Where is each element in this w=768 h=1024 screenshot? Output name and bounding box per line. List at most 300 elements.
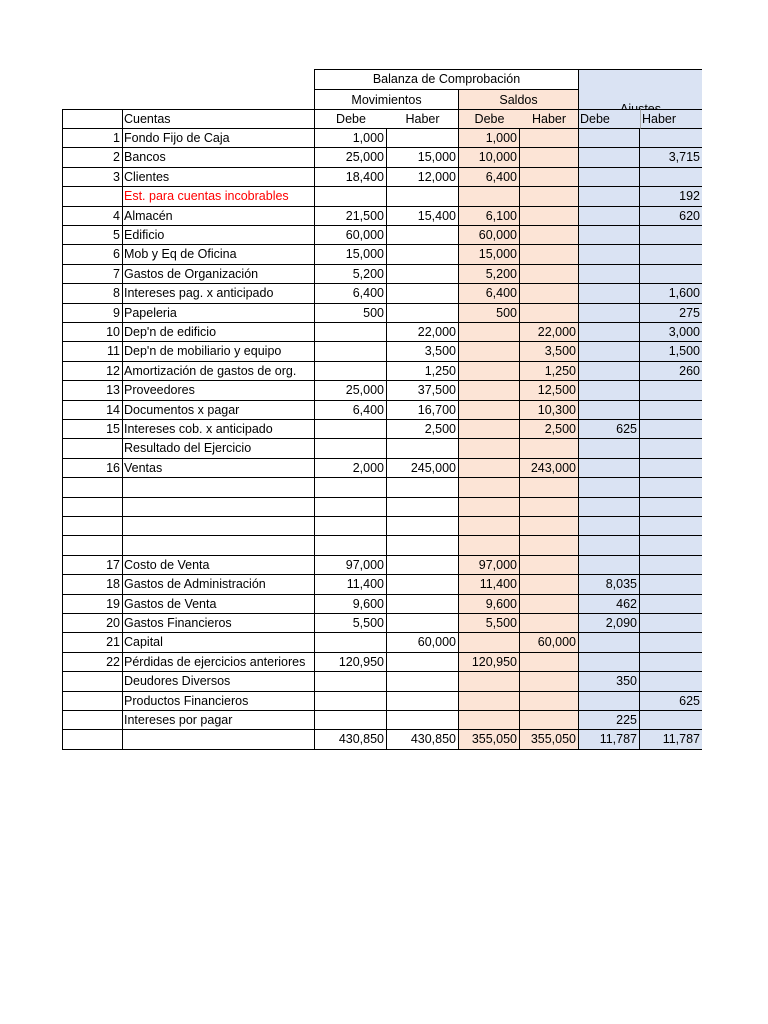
sal-haber-cell[interactable] (520, 129, 579, 148)
aj-debe-cell[interactable] (579, 265, 640, 284)
aj-debe-cell[interactable] (579, 381, 640, 400)
mov-haber-cell[interactable] (387, 536, 459, 555)
sal-haber-cell[interactable] (520, 556, 579, 575)
sal-haber-cell[interactable] (520, 439, 579, 458)
sal-haber-cell[interactable] (520, 498, 579, 517)
account-name-cell[interactable]: Clientes (123, 168, 314, 187)
table-row (62, 517, 702, 536)
sal-haber-cell[interactable] (520, 536, 579, 555)
aj-debe-cell[interactable] (579, 536, 640, 555)
aj-haber-header[interactable]: Haber (640, 109, 702, 129)
account-name-cell[interactable]: Proveedores (123, 381, 314, 400)
aj-debe-cell[interactable] (579, 556, 640, 575)
aj-haber-cell[interactable] (640, 536, 702, 555)
aj-haber-cell[interactable]: 3,715 (640, 148, 702, 167)
aj-debe-cell[interactable] (579, 362, 640, 381)
account-name-cell[interactable] (123, 478, 314, 497)
row-number-cell[interactable]: 10 (62, 323, 123, 342)
mov-haber-cell[interactable] (387, 692, 459, 711)
sal-debe-cell[interactable]: 1,000 (459, 129, 520, 148)
aj-haber-cell[interactable] (640, 653, 702, 672)
aj-debe-cell[interactable] (579, 148, 640, 167)
header-row-groups (62, 89, 702, 109)
mov-debe-cell[interactable]: 6,400 (314, 284, 387, 303)
sal-debe-cell[interactable]: 500 (459, 304, 520, 323)
sal-debe-cell[interactable]: 10,000 (459, 148, 520, 167)
mov-debe-cell[interactable] (314, 420, 387, 439)
mov-haber-cell[interactable] (387, 498, 459, 517)
cuentas-header[interactable]: Cuentas (123, 109, 314, 129)
mov-haber-cell[interactable] (387, 187, 459, 206)
table-row (62, 536, 702, 555)
account-name-cell[interactable]: Dep'n de edificio (123, 323, 314, 342)
mov-debe-cell[interactable] (314, 362, 387, 381)
header-row-title (62, 69, 702, 89)
aj-haber-cell[interactable] (640, 711, 702, 730)
sal-debe-cell[interactable] (459, 692, 520, 711)
table-row (62, 478, 702, 497)
mov-debe-cell[interactable]: 500 (314, 304, 387, 323)
table-row (62, 420, 702, 439)
table-row (62, 653, 702, 672)
mov-debe-cell[interactable]: 25,000 (314, 381, 387, 400)
aj-debe-cell[interactable]: 225 (579, 711, 640, 730)
account-name-cell[interactable]: Intereses por pagar (123, 711, 314, 730)
sal-haber-cell[interactable]: 60,000 (520, 633, 579, 652)
sal-haber-cell[interactable] (520, 148, 579, 167)
row-number-cell[interactable]: 6 (62, 245, 123, 264)
table-row (62, 245, 702, 264)
sal-debe-cell[interactable]: 120,950 (459, 653, 520, 672)
table-row (62, 556, 702, 575)
header-row-columns (62, 109, 702, 129)
row-number-cell[interactable]: 19 (62, 595, 123, 614)
sal-haber-cell[interactable] (520, 187, 579, 206)
row-number-cell[interactable]: 8 (62, 284, 123, 303)
mov-haber-cell[interactable]: 15,400 (387, 207, 459, 226)
mov-debe-cell[interactable] (314, 439, 387, 458)
row-number-cell[interactable] (62, 672, 123, 691)
mov-haber-cell[interactable] (387, 129, 459, 148)
account-name-cell[interactable]: Costo de Venta (123, 556, 314, 575)
table-row (62, 595, 702, 614)
sal-debe-cell[interactable] (459, 342, 520, 361)
sal-haber-cell[interactable] (520, 692, 579, 711)
row-number-cell[interactable]: 5 (62, 226, 123, 245)
aj-debe-cell[interactable] (579, 459, 640, 478)
aj-haber-cell[interactable] (640, 381, 702, 400)
table-row (62, 439, 702, 458)
table-row (62, 129, 702, 148)
account-name-cell[interactable]: Gastos de Venta (123, 595, 314, 614)
account-name-cell[interactable]: Capital (123, 633, 314, 652)
movimientos-header[interactable]: Movimientos (314, 89, 459, 109)
mov-haber-cell[interactable] (387, 517, 459, 536)
row-number-cell[interactable]: 21 (62, 633, 123, 652)
aj-haber-cell[interactable] (640, 420, 702, 439)
mov-debe-cell[interactable] (314, 692, 387, 711)
row-number-cell[interactable]: 2 (62, 148, 123, 167)
mov-haber-cell[interactable]: 1,250 (387, 362, 459, 381)
sal-debe-cell[interactable]: 6,400 (459, 284, 520, 303)
sal-haber-cell[interactable] (520, 304, 579, 323)
aj-debe-cell[interactable] (579, 401, 640, 420)
mov-debe-cell[interactable] (314, 672, 387, 691)
aj-debe-cell[interactable] (579, 323, 640, 342)
table-row (62, 575, 702, 594)
aj-debe-cell[interactable] (579, 517, 640, 536)
table-row (62, 633, 702, 652)
row-number-cell[interactable] (62, 536, 123, 555)
row-number-cell[interactable] (62, 692, 123, 711)
row-number-cell[interactable]: 20 (62, 614, 123, 633)
mov-debe-header[interactable]: Debe (314, 109, 387, 129)
table-row (62, 381, 702, 400)
sal-debe-cell[interactable] (459, 187, 520, 206)
mov-debe-cell[interactable] (314, 187, 387, 206)
account-name-cell[interactable]: Mob y Eq de Oficina (123, 245, 314, 264)
account-name-cell[interactable] (123, 536, 314, 555)
mov-haber-cell[interactable]: 245,000 (387, 459, 459, 478)
aj-haber-cell[interactable]: 1,500 (640, 342, 702, 361)
sal-haber-header[interactable]: Haber (520, 109, 579, 129)
total-aj-haber-cell[interactable]: 11,787 (640, 730, 702, 749)
total-mov-debe-cell[interactable]: 430,850 (314, 730, 387, 749)
row-number-cell[interactable] (62, 517, 123, 536)
mov-haber-cell[interactable] (387, 304, 459, 323)
sal-debe-cell[interactable] (459, 323, 520, 342)
aj-haber-cell[interactable]: 1,600 (640, 284, 702, 303)
sal-debe-cell[interactable]: 11,400 (459, 575, 520, 594)
sal-debe-cell[interactable] (459, 439, 520, 458)
aj-haber-cell[interactable] (640, 556, 702, 575)
aj-haber-cell[interactable] (640, 614, 702, 633)
sal-debe-cell[interactable]: 6,100 (459, 207, 520, 226)
sal-haber-cell[interactable] (520, 207, 579, 226)
title-cell[interactable]: Balanza de Comprobación (314, 69, 579, 89)
table-row (62, 207, 702, 226)
sal-haber-cell[interactable] (520, 226, 579, 245)
mov-debe-cell[interactable] (314, 342, 387, 361)
sal-debe-cell[interactable] (459, 517, 520, 536)
account-name-cell[interactable]: Edificio (123, 226, 314, 245)
mov-haber-cell[interactable] (387, 284, 459, 303)
account-name-cell[interactable]: Ventas (123, 459, 314, 478)
account-name-cell[interactable]: Papeleria (123, 304, 314, 323)
sal-debe-cell[interactable] (459, 420, 520, 439)
account-name-cell[interactable] (123, 498, 314, 517)
aj-debe-cell[interactable] (579, 226, 640, 245)
mov-haber-cell[interactable] (387, 653, 459, 672)
aj-haber-cell[interactable] (640, 168, 702, 187)
row-number-cell[interactable]: 7 (62, 265, 123, 284)
mov-haber-header[interactable]: Haber (387, 109, 459, 129)
aj-debe-cell[interactable]: 462 (579, 595, 640, 614)
mov-debe-cell[interactable]: 97,000 (314, 556, 387, 575)
total-row-number-cell[interactable] (62, 730, 123, 749)
aj-haber-cell[interactable] (640, 401, 702, 420)
mov-debe-cell[interactable] (314, 536, 387, 555)
row-number-cell[interactable]: 4 (62, 207, 123, 226)
sal-debe-cell[interactable]: 60,000 (459, 226, 520, 245)
mov-debe-cell[interactable]: 21,500 (314, 207, 387, 226)
table-row (62, 459, 702, 478)
table-row (62, 187, 702, 206)
row-number-cell[interactable] (62, 498, 123, 517)
mov-haber-cell[interactable] (387, 575, 459, 594)
aj-debe-cell[interactable] (579, 207, 640, 226)
sal-haber-cell[interactable]: 243,000 (520, 459, 579, 478)
sal-haber-cell[interactable] (520, 517, 579, 536)
row-number-cell[interactable]: 3 (62, 168, 123, 187)
aj-debe-cell[interactable] (579, 478, 640, 497)
mov-debe-cell[interactable] (314, 498, 387, 517)
aj-haber-cell[interactable] (640, 439, 702, 458)
sal-debe-cell[interactable] (459, 536, 520, 555)
aj-haber-cell[interactable] (640, 672, 702, 691)
aj-debe-cell[interactable] (579, 692, 640, 711)
sal-haber-cell[interactable] (520, 245, 579, 264)
sal-haber-cell[interactable] (520, 711, 579, 730)
sal-haber-cell[interactable] (520, 653, 579, 672)
aj-haber-cell[interactable] (640, 459, 702, 478)
aj-haber-cell[interactable]: 620 (640, 207, 702, 226)
sal-debe-cell[interactable]: 6,400 (459, 168, 520, 187)
account-name-cell[interactable]: Amortización de gastos de org. (123, 362, 314, 381)
aj-haber-cell[interactable]: 625 (640, 692, 702, 711)
aj-haber-cell[interactable]: 260 (640, 362, 702, 381)
mov-debe-cell[interactable]: 1,000 (314, 129, 387, 148)
table-row (62, 711, 702, 730)
aj-debe-cell[interactable] (579, 168, 640, 187)
sal-debe-cell[interactable] (459, 478, 520, 497)
sal-haber-cell[interactable]: 1,250 (520, 362, 579, 381)
mov-debe-cell[interactable]: 60,000 (314, 226, 387, 245)
sal-haber-cell[interactable] (520, 168, 579, 187)
account-name-cell[interactable]: Gastos Financieros (123, 614, 314, 633)
row-number-cell[interactable]: 16 (62, 459, 123, 478)
account-name-cell[interactable]: Resultado del Ejercicio (123, 439, 314, 458)
mov-haber-cell[interactable] (387, 478, 459, 497)
mov-haber-cell[interactable]: 2,500 (387, 420, 459, 439)
mov-haber-cell[interactable]: 3,500 (387, 342, 459, 361)
sal-debe-cell[interactable] (459, 498, 520, 517)
row-number-cell[interactable]: 14 (62, 401, 123, 420)
row-number-cell[interactable]: 18 (62, 575, 123, 594)
mov-debe-cell[interactable]: 5,200 (314, 265, 387, 284)
aj-haber-cell[interactable] (640, 478, 702, 497)
ajustes-top-cell[interactable] (579, 69, 702, 89)
mov-debe-cell[interactable] (314, 478, 387, 497)
aj-haber-cell[interactable] (640, 245, 702, 264)
mov-haber-cell[interactable] (387, 595, 459, 614)
mov-haber-cell[interactable]: 22,000 (387, 323, 459, 342)
total-sal-haber-cell[interactable]: 355,050 (520, 730, 579, 749)
row-number-cell[interactable]: 13 (62, 381, 123, 400)
table-row (62, 362, 702, 381)
sal-debe-cell[interactable] (459, 711, 520, 730)
account-name-cell[interactable]: Intereses cob. x anticipado (123, 420, 314, 439)
sal-haber-cell[interactable]: 3,500 (520, 342, 579, 361)
table-row (62, 284, 702, 303)
aj-haber-cell[interactable]: 275 (640, 304, 702, 323)
sal-debe-cell[interactable] (459, 362, 520, 381)
aj-haber-cell[interactable] (640, 517, 702, 536)
sal-haber-cell[interactable]: 10,300 (520, 401, 579, 420)
account-name-cell[interactable]: Pérdidas de ejercicios anteriores (123, 653, 314, 672)
mov-debe-cell[interactable]: 9,600 (314, 595, 387, 614)
mov-haber-cell[interactable]: 16,700 (387, 401, 459, 420)
mov-haber-cell[interactable] (387, 439, 459, 458)
sal-debe-header[interactable]: Debe (459, 109, 520, 129)
aj-debe-cell[interactable] (579, 342, 640, 361)
totals-row (62, 730, 702, 749)
aj-debe-cell[interactable] (579, 187, 640, 206)
mov-debe-cell[interactable]: 11,400 (314, 575, 387, 594)
row-number-cell[interactable] (62, 711, 123, 730)
mov-haber-cell[interactable] (387, 672, 459, 691)
sal-debe-cell[interactable]: 97,000 (459, 556, 520, 575)
sal-haber-cell[interactable] (520, 595, 579, 614)
row-number-cell[interactable]: 12 (62, 362, 123, 381)
mov-haber-cell[interactable]: 12,000 (387, 168, 459, 187)
aj-haber-cell[interactable] (640, 575, 702, 594)
table-row (62, 498, 702, 517)
sal-haber-cell[interactable]: 12,500 (520, 381, 579, 400)
account-name-cell[interactable]: Gastos de Administración (123, 575, 314, 594)
total-aj-debe-cell[interactable]: 11,787 (579, 730, 640, 749)
aj-debe-header[interactable]: Debe (579, 109, 640, 129)
sal-debe-cell[interactable]: 5,500 (459, 614, 520, 633)
mov-haber-cell[interactable] (387, 711, 459, 730)
mov-debe-cell[interactable] (314, 711, 387, 730)
aj-haber-cell[interactable] (640, 595, 702, 614)
table-row (62, 401, 702, 420)
aj-haber-cell[interactable]: 3,000 (640, 323, 702, 342)
sal-debe-cell[interactable]: 5,200 (459, 265, 520, 284)
mov-haber-cell[interactable] (387, 614, 459, 633)
saldos-header[interactable]: Saldos (459, 89, 579, 109)
aj-debe-cell[interactable]: 8,035 (579, 575, 640, 594)
row-number-cell[interactable] (62, 478, 123, 497)
sal-debe-cell[interactable] (459, 672, 520, 691)
mov-debe-cell[interactable]: 5,500 (314, 614, 387, 633)
aj-haber-cell[interactable]: 192 (640, 187, 702, 206)
account-name-cell[interactable]: Intereses pag. x anticipado (123, 284, 314, 303)
aj-debe-cell[interactable]: 625 (579, 420, 640, 439)
account-name-cell[interactable]: Documentos x pagar (123, 401, 314, 420)
sal-haber-cell[interactable]: 2,500 (520, 420, 579, 439)
row-number-cell[interactable]: 11 (62, 342, 123, 361)
account-name-cell[interactable]: Deudores Diversos (123, 672, 314, 691)
table-row (62, 148, 702, 167)
aj-debe-cell[interactable] (579, 129, 640, 148)
sal-haber-cell[interactable]: 22,000 (520, 323, 579, 342)
account-name-cell[interactable] (123, 517, 314, 536)
row-number-cell[interactable] (62, 187, 123, 206)
mov-debe-cell[interactable]: 15,000 (314, 245, 387, 264)
aj-debe-cell[interactable] (579, 304, 640, 323)
aj-haber-cell[interactable] (640, 498, 702, 517)
mov-debe-cell[interactable]: 120,950 (314, 653, 387, 672)
mov-debe-cell[interactable]: 6,400 (314, 401, 387, 420)
sal-haber-cell[interactable] (520, 672, 579, 691)
account-name-cell[interactable]: Bancos (123, 148, 314, 167)
account-name-cell[interactable]: Fondo Fijo de Caja (123, 129, 314, 148)
mov-haber-cell[interactable]: 60,000 (387, 633, 459, 652)
mov-haber-cell[interactable]: 37,500 (387, 381, 459, 400)
row-number-cell[interactable]: 9 (62, 304, 123, 323)
aj-haber-cell[interactable] (640, 633, 702, 652)
sal-debe-cell[interactable] (459, 459, 520, 478)
mov-haber-cell[interactable] (387, 265, 459, 284)
row-number-cell[interactable] (62, 439, 123, 458)
aj-haber-cell[interactable] (640, 265, 702, 284)
mov-debe-cell[interactable]: 2,000 (314, 459, 387, 478)
sal-haber-cell[interactable] (520, 284, 579, 303)
aj-debe-cell[interactable] (579, 633, 640, 652)
row-number-cell[interactable]: 17 (62, 556, 123, 575)
mov-debe-cell[interactable] (314, 517, 387, 536)
aj-debe-cell[interactable]: 2,090 (579, 614, 640, 633)
account-name-cell[interactable]: Productos Financieros (123, 692, 314, 711)
account-name-cell[interactable]: Est. para cuentas incobrables (123, 187, 314, 206)
table-row (62, 614, 702, 633)
sal-haber-cell[interactable] (520, 478, 579, 497)
aj-debe-cell[interactable] (579, 439, 640, 458)
account-name-cell[interactable]: Almacén (123, 207, 314, 226)
aj-debe-cell[interactable] (579, 653, 640, 672)
table-row (62, 323, 702, 342)
mov-haber-cell[interactable] (387, 556, 459, 575)
mov-haber-cell[interactable] (387, 245, 459, 264)
table-row (62, 672, 702, 691)
aj-debe-cell[interactable]: 350 (579, 672, 640, 691)
sal-debe-cell[interactable] (459, 381, 520, 400)
total-sal-debe-cell[interactable]: 355,050 (459, 730, 520, 749)
row-number-cell[interactable]: 22 (62, 653, 123, 672)
table-row (62, 168, 702, 187)
row-number-cell[interactable]: 15 (62, 420, 123, 439)
mov-debe-cell[interactable] (314, 323, 387, 342)
total-mov-haber-cell[interactable]: 430,850 (387, 730, 459, 749)
sal-debe-cell[interactable]: 15,000 (459, 245, 520, 264)
total-account-name-cell[interactable] (123, 730, 314, 749)
row-number-cell[interactable]: 1 (62, 129, 123, 148)
aj-debe-cell[interactable] (579, 284, 640, 303)
aj-haber-cell[interactable] (640, 129, 702, 148)
mov-debe-cell[interactable]: 25,000 (314, 148, 387, 167)
aj-debe-cell[interactable] (579, 498, 640, 517)
sal-haber-cell[interactable] (520, 614, 579, 633)
sal-debe-cell[interactable]: 9,600 (459, 595, 520, 614)
index-header[interactable] (62, 109, 123, 129)
aj-haber-cell[interactable] (640, 226, 702, 245)
sal-debe-cell[interactable] (459, 401, 520, 420)
sal-debe-cell[interactable] (459, 633, 520, 652)
mov-debe-cell[interactable]: 18,400 (314, 168, 387, 187)
sal-haber-cell[interactable] (520, 265, 579, 284)
account-name-cell[interactable]: Gastos de Organización (123, 265, 314, 284)
sal-haber-cell[interactable] (520, 575, 579, 594)
aj-debe-cell[interactable] (579, 245, 640, 264)
account-name-cell[interactable]: Dep'n de mobiliario y equipo (123, 342, 314, 361)
mov-debe-cell[interactable] (314, 633, 387, 652)
mov-haber-cell[interactable]: 15,000 (387, 148, 459, 167)
table-row (62, 265, 702, 284)
mov-haber-cell[interactable] (387, 226, 459, 245)
table-row (62, 692, 702, 711)
